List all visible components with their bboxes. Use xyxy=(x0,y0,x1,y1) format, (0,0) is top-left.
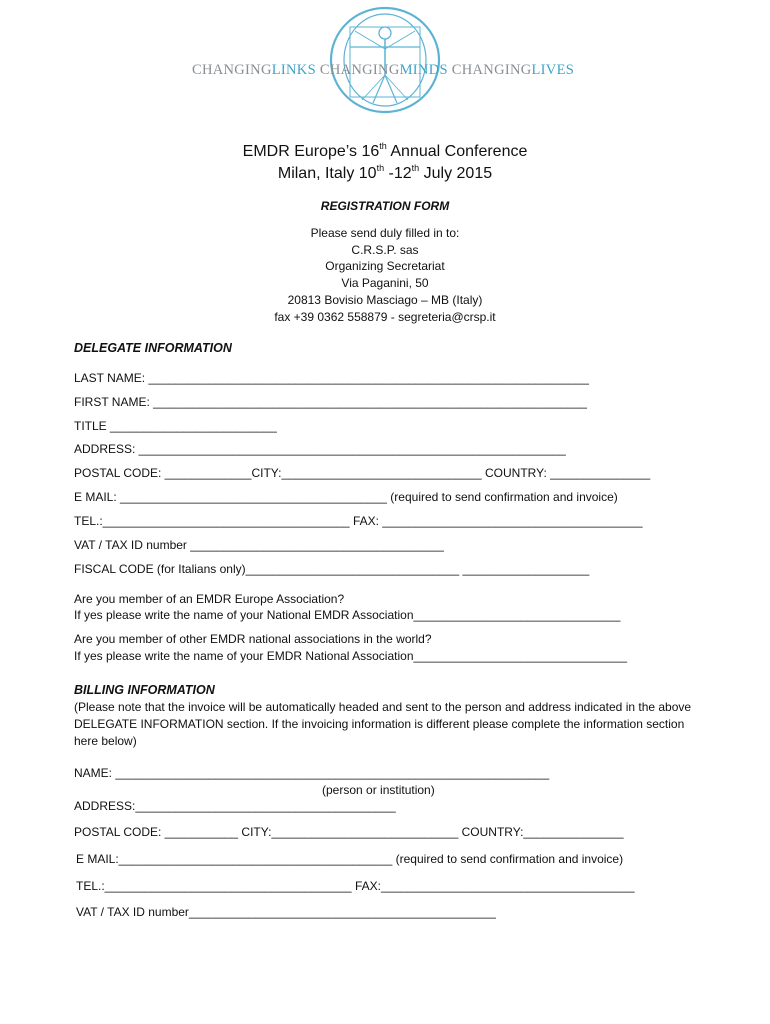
send-to-address xyxy=(0,225,770,325)
billing-tel-fax-field[interactable]: TEL.:_____________________________________ FAX:______________________________________ xyxy=(76,879,635,893)
first-name-field[interactable]: FIRST NAME: _________________________________________________________________ xyxy=(74,395,587,409)
billing-address-field[interactable]: ADDRESS:_______________________________________ xyxy=(74,799,396,813)
send-to-line: Organizing Secretariat xyxy=(325,259,445,274)
vitruvian-emblem-icon xyxy=(331,8,439,112)
vat-field[interactable]: VAT / TAX ID number ______________________________________ xyxy=(74,538,444,552)
postal-city-country-field[interactable]: POSTAL CODE: _____________CITY:______________________________ COUNTRY: _______________ xyxy=(74,466,651,480)
membership-question: Are you member of an EMDR Europe Association? xyxy=(74,592,345,606)
send-to-line: C.R.S.P. sas xyxy=(351,242,419,257)
address-field[interactable]: ADDRESS: ________________________________________________________________ xyxy=(74,442,566,456)
conference-title: EMDR Europe’s 16th Annual Conference xyxy=(242,141,528,160)
send-to-line: Via Paganini, 50 xyxy=(341,276,429,291)
tagline-seg3: CHANGINGLIVES xyxy=(451,62,575,78)
billing-name-hint: (person or institution) xyxy=(322,783,435,797)
send-to-line: Please send duly filled in to: xyxy=(310,226,460,240)
send-to-line: 20813 Bovisio Masciago – MB (Italy) xyxy=(287,292,483,307)
billing-postal-city-country-field[interactable]: POSTAL CODE: ___________ CITY:____________________________ COUNTRY:_______________ xyxy=(74,825,624,839)
send-to-line: fax +39 0362 558879 - segreteria@crsp.it xyxy=(274,309,496,324)
billing-note: (Please note that the invoice will be automatically headed and sent to the person and address indicated in the above DELEGATE INFORMATION section. If the invoicing information is different please complete the information section here below) xyxy=(74,700,692,748)
conference-logo xyxy=(190,5,582,115)
billing-name-field[interactable]: NAME: _________________________________________________________________ xyxy=(74,766,550,780)
tagline-seg2: CHANGINGMINDS xyxy=(319,62,448,78)
last-name-field[interactable]: LAST NAME: __________________________________________________________________ xyxy=(74,371,589,385)
billing-vat-field[interactable]: VAT / TAX ID number______________________________________________ xyxy=(76,905,496,919)
membership-question: Are you member of other EMDR national associations in the world? xyxy=(74,632,432,646)
tagline-seg1: CHANGINGLINKS xyxy=(192,62,316,78)
title-field[interactable]: TITLE _________________________ xyxy=(74,419,277,433)
tel-fax-field[interactable]: TEL.:_____________________________________ FAX: _______________________________________ xyxy=(74,514,643,528)
national-association-field[interactable]: If yes please write the name of your National EMDR Association_______________________________ xyxy=(74,608,621,622)
other-association-field[interactable]: If yes please write the name of your EMDR National Association________________________________ xyxy=(74,649,628,663)
billing-heading: BILLING INFORMATION xyxy=(74,683,215,697)
logo-tagline xyxy=(192,62,574,79)
email-field[interactable]: E MAIL: ________________________________________ (required to send confirmation and invoice) xyxy=(74,490,618,504)
form-title: REGISTRATION FORM xyxy=(320,199,450,213)
fiscal-code-field[interactable]: FISCAL CODE (for Italians only)________________________________ ___________________ xyxy=(74,562,590,576)
conference-dates: Milan, Italy 10th -12th July 2015 xyxy=(277,163,493,182)
delegate-heading: DELEGATE INFORMATION xyxy=(74,341,232,355)
billing-email-field[interactable]: E MAIL:_________________________________________ (required to send confirmation and invoice) xyxy=(76,852,624,866)
